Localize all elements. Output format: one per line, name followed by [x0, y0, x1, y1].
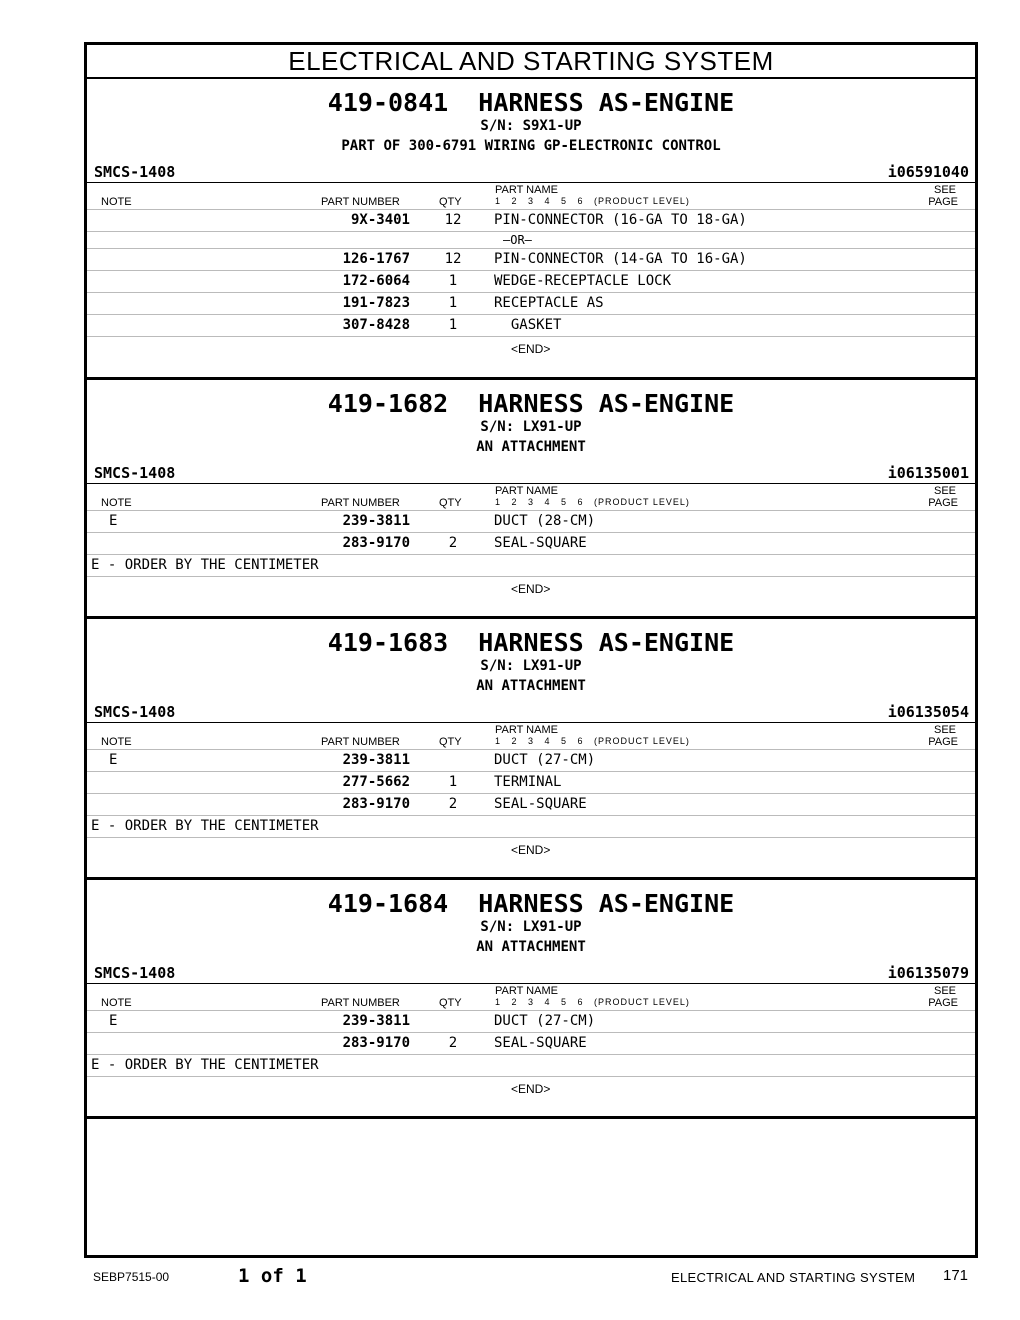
- column-header: [87, 984, 975, 1011]
- column-header: [87, 723, 975, 750]
- row-part-number: 283-9170: [342, 796, 410, 812]
- section-header: [87, 619, 975, 696]
- page-number: 171: [943, 1267, 969, 1284]
- table-row: [87, 772, 975, 794]
- col-page: PAGE: [928, 196, 958, 208]
- column-header: [87, 484, 975, 511]
- end-marker-row: [87, 337, 975, 361]
- table-row: [87, 750, 975, 772]
- col-page: PAGE: [928, 997, 958, 1009]
- col-note: NOTE: [101, 196, 132, 208]
- col-part-number: PART NUMBER: [321, 736, 400, 748]
- parts-section: [87, 79, 975, 380]
- illustration-id: i06135001: [887, 464, 969, 482]
- end-marker-row: [87, 577, 975, 601]
- row-qty: 1: [448, 295, 458, 311]
- row-part-name: SEAL-SQUARE: [494, 535, 587, 551]
- row-part-name: PIN-CONNECTOR (14-GA TO 16-GA): [494, 251, 747, 267]
- section-subtitle: AN ATTACHMENT: [476, 439, 586, 455]
- smcs-code: SMCS-1408: [94, 163, 176, 181]
- table-row: [87, 232, 975, 249]
- col-part-name: PART NAME: [495, 985, 558, 997]
- col-qty: QTY: [439, 497, 462, 509]
- row-part-name: SEAL-SQUARE: [494, 1035, 587, 1051]
- col-qty: QTY: [439, 736, 462, 748]
- row-qty: 1: [448, 273, 458, 289]
- col-qty: QTY: [439, 997, 462, 1009]
- col-part-number: PART NUMBER: [321, 997, 400, 1009]
- end-marker-row: [87, 1077, 975, 1101]
- row-qty: 2: [448, 796, 458, 812]
- table-row: [87, 249, 975, 271]
- end-marker-row: [87, 838, 975, 862]
- row-part-name: DUCT (27-CM): [494, 1013, 596, 1029]
- col-product-level: 1 2 3 4 5 6 (PRODUCT LEVEL): [495, 736, 690, 746]
- col-see: SEE: [933, 184, 956, 196]
- table-row: [87, 511, 975, 533]
- smcs-code: SMCS-1408: [94, 703, 176, 721]
- page-title: ELECTRICAL AND STARTING SYSTEM: [87, 45, 975, 79]
- row-part-number: 239-3811: [342, 1013, 410, 1029]
- smcs-row: [87, 702, 975, 723]
- section-subtitle: AN ATTACHMENT: [476, 678, 586, 694]
- section-subtitle: AN ATTACHMENT: [476, 939, 586, 955]
- row-part-name: RECEPTACLE AS: [494, 295, 604, 311]
- footnote-row: [87, 555, 975, 577]
- col-see: SEE: [933, 485, 956, 497]
- row-part-name: TERMINAL: [494, 774, 562, 790]
- col-part-number: PART NUMBER: [321, 196, 400, 208]
- section-title: 419-1684 HARNESS AS-ENGINE: [327, 889, 735, 918]
- table-row: [87, 533, 975, 555]
- smcs-code: SMCS-1408: [94, 464, 176, 482]
- col-product-level: 1 2 3 4 5 6 (PRODUCT LEVEL): [495, 196, 690, 206]
- parts-section: [87, 880, 975, 1119]
- section-subtitle: PART OF 300-6791 WIRING GP-ELECTRONIC CONTROL: [341, 138, 721, 154]
- document-id: SEBP7515-00: [93, 1270, 170, 1284]
- col-note: NOTE: [101, 736, 132, 748]
- row-qty: 1: [448, 774, 458, 790]
- illustration-id: i06591040: [887, 163, 969, 181]
- row-part-name: WEDGE-RECEPTACLE LOCK: [494, 273, 672, 289]
- row-part-number: 283-9170: [342, 1035, 410, 1051]
- col-part-name: PART NAME: [495, 724, 558, 736]
- row-qty: 12: [444, 251, 462, 267]
- row-part-name: GASKET: [494, 317, 562, 333]
- parts-section: [87, 380, 975, 619]
- footnote-row: [87, 1055, 975, 1077]
- col-note: NOTE: [101, 497, 132, 509]
- row-note: E: [109, 1013, 118, 1029]
- end-marker: <END>: [511, 342, 551, 356]
- row-part-name: DUCT (27-CM): [494, 752, 596, 768]
- serial-number: S/N: S9X1-UP: [480, 118, 582, 134]
- end-marker: <END>: [511, 1082, 551, 1096]
- parts-section: [87, 619, 975, 880]
- col-see: SEE: [933, 985, 956, 997]
- smcs-row: [87, 963, 975, 984]
- row-part-number: 283-9170: [342, 535, 410, 551]
- table-row: [87, 1033, 975, 1055]
- row-part-number: 239-3811: [342, 752, 410, 768]
- table-row: [87, 1011, 975, 1033]
- row-part-number: 277-5662: [342, 774, 410, 790]
- row-or-separator: —OR—: [503, 233, 532, 247]
- illustration-id: i06135054: [887, 703, 969, 721]
- section-header: [87, 380, 975, 457]
- row-part-number: 9X-3401: [350, 212, 410, 228]
- table-row: [87, 315, 975, 337]
- col-part-number: PART NUMBER: [321, 497, 400, 509]
- section-title: 419-0841 HARNESS AS-ENGINE: [327, 88, 735, 117]
- smcs-code: SMCS-1408: [94, 964, 176, 982]
- page-footer: [0, 1262, 1020, 1292]
- section-title: 419-1683 HARNESS AS-ENGINE: [327, 628, 735, 657]
- row-part-number: 172-6064: [342, 273, 410, 289]
- section-header: [87, 79, 975, 156]
- table-row: [87, 293, 975, 315]
- footnote-text: E - ORDER BY THE CENTIMETER: [91, 1057, 319, 1073]
- page-of: 1 of 1: [238, 1265, 307, 1287]
- section-header: [87, 880, 975, 957]
- column-header: [87, 183, 975, 210]
- table-row: [87, 210, 975, 232]
- col-see: SEE: [933, 724, 956, 736]
- end-marker: <END>: [511, 582, 551, 596]
- section-title: 419-1682 HARNESS AS-ENGINE: [327, 389, 735, 418]
- page-frame: [84, 42, 978, 1258]
- row-note: E: [109, 513, 118, 529]
- row-qty: 12: [444, 212, 462, 228]
- row-part-number: 307-8428: [342, 317, 410, 333]
- row-part-number: 191-7823: [342, 295, 410, 311]
- table-row: [87, 794, 975, 816]
- row-part-name: DUCT (28-CM): [494, 513, 596, 529]
- footer-system-title: ELECTRICAL AND STARTING SYSTEM: [671, 1270, 916, 1285]
- table-row: [87, 271, 975, 293]
- row-qty: 2: [448, 535, 458, 551]
- col-product-level: 1 2 3 4 5 6 (PRODUCT LEVEL): [495, 497, 690, 507]
- col-note: NOTE: [101, 997, 132, 1009]
- col-product-level: 1 2 3 4 5 6 (PRODUCT LEVEL): [495, 997, 690, 1007]
- col-page: PAGE: [928, 497, 958, 509]
- serial-number: S/N: LX91-UP: [480, 419, 582, 435]
- row-part-number: 239-3811: [342, 513, 410, 529]
- footnote-row: [87, 816, 975, 838]
- serial-number: S/N: LX91-UP: [480, 919, 582, 935]
- row-note: E: [109, 752, 118, 768]
- col-part-name: PART NAME: [495, 184, 558, 196]
- footnote-text: E - ORDER BY THE CENTIMETER: [91, 557, 319, 573]
- col-page: PAGE: [928, 736, 958, 748]
- footnote-text: E - ORDER BY THE CENTIMETER: [91, 818, 319, 834]
- smcs-row: [87, 162, 975, 183]
- row-part-number: 126-1767: [342, 251, 410, 267]
- smcs-row: [87, 463, 975, 484]
- serial-number: S/N: LX91-UP: [480, 658, 582, 674]
- row-qty: 1: [448, 317, 458, 333]
- row-part-name: SEAL-SQUARE: [494, 796, 587, 812]
- end-marker: <END>: [511, 843, 551, 857]
- row-part-name: PIN-CONNECTOR (16-GA TO 18-GA): [494, 212, 747, 228]
- illustration-id: i06135079: [887, 964, 969, 982]
- row-qty: 2: [448, 1035, 458, 1051]
- col-part-name: PART NAME: [495, 485, 558, 497]
- col-qty: QTY: [439, 196, 462, 208]
